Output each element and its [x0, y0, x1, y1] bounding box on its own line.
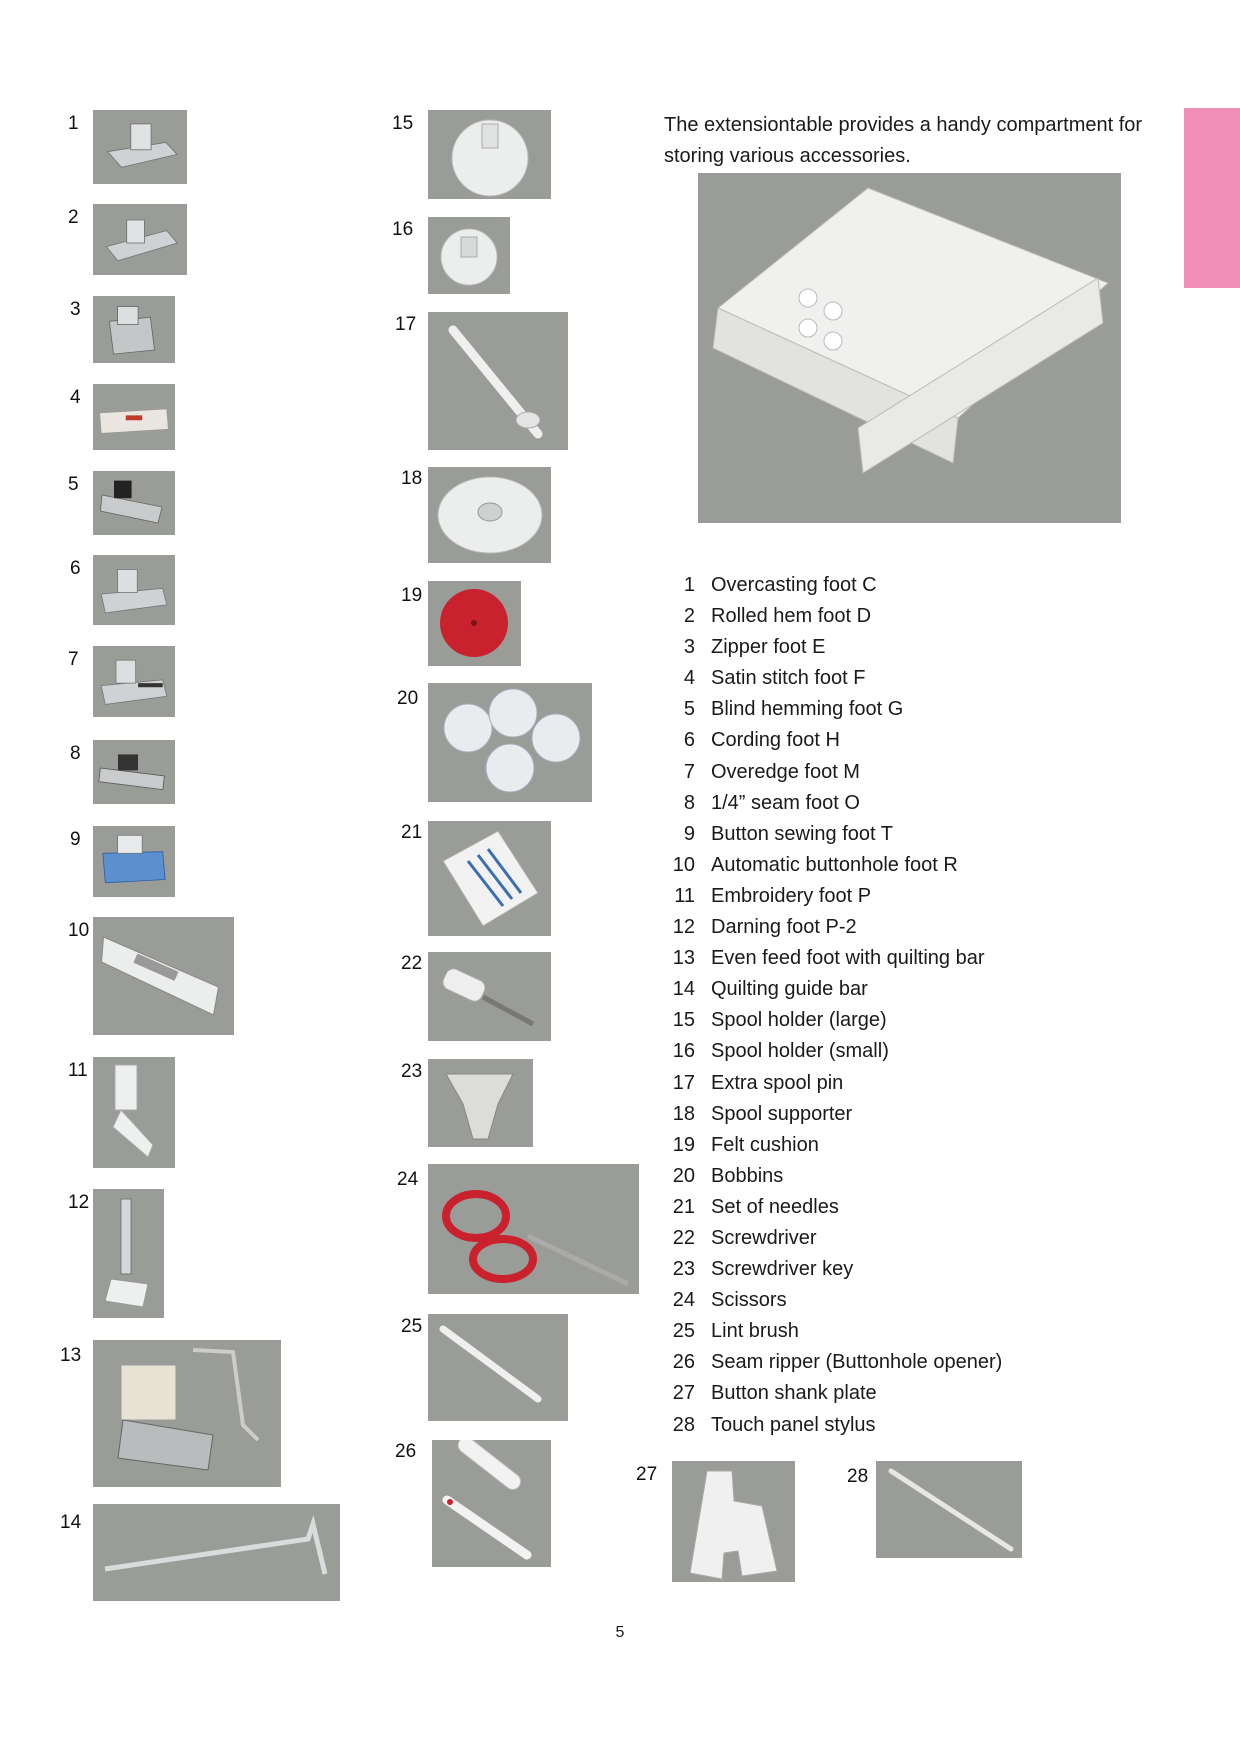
figure-number-27: 27 [636, 1464, 658, 1485]
overedge-foot-photo [93, 646, 175, 717]
list-item: 5 Blind hemming foot G [683, 698, 904, 721]
figure-number-26: 26 [395, 1441, 417, 1462]
list-item: 12 Darning foot P-2 [672, 916, 857, 939]
list-item: 10 Automatic buttonhole foot R [672, 853, 958, 876]
list-item: 26 Seam ripper (Buttonhole opener) [672, 1351, 1003, 1374]
list-item: 1 Overcasting foot C [683, 574, 877, 596]
figure-number-14: 14 [60, 1512, 82, 1533]
touch-panel-stylus-photo [876, 1461, 1022, 1558]
figure-number-22: 22 [401, 953, 423, 974]
spool-holder-small-photo [428, 217, 510, 294]
section-tab [1184, 108, 1240, 288]
overcasting-foot-photo [93, 110, 187, 184]
satin-stitch-foot-photo [93, 384, 175, 450]
figure-number-4: 4 [70, 387, 81, 408]
extra-spool-pin-photo [428, 312, 568, 450]
figure-number-25: 25 [401, 1316, 423, 1337]
felt-cushion-photo [428, 581, 521, 666]
list-item: 3 Zipper foot E [683, 636, 826, 659]
bobbins-photo [428, 683, 592, 802]
blind-hemming-foot-photo [93, 471, 175, 535]
lint-brush-photo [428, 1314, 568, 1421]
zipper-foot-photo [93, 296, 175, 363]
intro-paragraph: The extensiontable provides a handy compartment for storing various accessories. [664, 114, 1143, 167]
extension-table-photo [698, 173, 1121, 523]
list-item: 20 Bobbins [672, 1164, 784, 1187]
darning-foot-photo [93, 1189, 164, 1318]
figure-number-6: 6 [70, 558, 81, 579]
embroidery-foot-photo [93, 1057, 175, 1168]
list-item: 15 Spool holder (large) [672, 1009, 887, 1032]
scissors-photo [428, 1164, 639, 1294]
figure-number-8: 8 [70, 743, 81, 764]
accessory-list [650, 570, 1002, 1441]
page-number: 5 [615, 1624, 625, 1641]
set-of-needles-photo [428, 821, 551, 936]
list-item: 24 Scissors [672, 1289, 787, 1312]
list-item: 25 Lint brush [672, 1320, 799, 1343]
list-item: 4 Satin stitch foot F [683, 667, 866, 690]
figure-number-18: 18 [401, 468, 423, 489]
list-item: 9 Button sewing foot T [683, 822, 893, 845]
list-item: 7 Overedge foot M [683, 760, 860, 783]
screwdriver-key-photo [428, 1059, 533, 1147]
figure-number-10: 10 [68, 920, 90, 941]
rolled-hem-foot-photo [93, 204, 187, 275]
figure-number-12: 12 [68, 1192, 90, 1213]
figure-number-24: 24 [397, 1169, 419, 1190]
figure-number-15: 15 [392, 113, 414, 134]
figure-number-28: 28 [847, 1466, 869, 1487]
list-item: 28 Touch panel stylus [672, 1413, 876, 1436]
list-item: 14 Quilting guide bar [672, 978, 868, 1001]
figure-number-11: 11 [68, 1060, 88, 1081]
list-item: 22 Screwdriver [672, 1226, 817, 1249]
seam-ripper-photo [432, 1440, 551, 1567]
quilting-guide-bar-photo [93, 1504, 340, 1601]
figure-number-5: 5 [68, 474, 79, 495]
spool-holder-large-photo [428, 110, 551, 199]
button-shank-plate-photo [672, 1461, 795, 1582]
list-item: 18 Spool supporter [672, 1102, 853, 1125]
buttonhole-foot-photo [93, 917, 234, 1035]
figure-number-21: 21 [401, 822, 423, 843]
button-sewing-foot-photo [93, 826, 175, 897]
list-item: 23 Screwdriver key [672, 1258, 854, 1281]
list-item: 17 Extra spool pin [672, 1071, 844, 1094]
list-item: 13 Even feed foot with quilting bar [672, 947, 985, 970]
figure-number-9: 9 [70, 829, 81, 850]
list-item: 21 Set of needles [672, 1195, 839, 1218]
list-item: 2 Rolled hem foot D [683, 605, 872, 628]
figure-number-23: 23 [401, 1061, 423, 1082]
screwdriver-photo [428, 952, 551, 1041]
figure-number-13: 13 [60, 1345, 82, 1366]
list-item: 6 Cording foot H [683, 729, 840, 752]
spool-supporter-photo [428, 467, 551, 563]
figure-number-2: 2 [68, 207, 79, 228]
figure-number-3: 3 [70, 299, 81, 320]
figure-number-17: 17 [395, 314, 417, 335]
figure-number-19: 19 [401, 585, 423, 606]
list-item: 27 Button shank plate [672, 1382, 877, 1405]
list-item: 19 Felt cushion [672, 1133, 819, 1156]
figure-number-16: 16 [392, 219, 414, 240]
list-item: 16 Spool holder (small) [672, 1040, 889, 1063]
cording-foot-photo [93, 555, 175, 625]
figure-number-1: 1 [68, 113, 79, 134]
figure-number-7: 7 [68, 649, 79, 670]
list-item: 8 1/4” seam foot O [683, 791, 860, 814]
even-feed-foot-photo [93, 1340, 281, 1487]
quarter-inch-seam-foot-photo [93, 740, 175, 804]
list-item: 11 Embroidery foot P [674, 884, 872, 907]
figure-number-20: 20 [397, 688, 419, 709]
